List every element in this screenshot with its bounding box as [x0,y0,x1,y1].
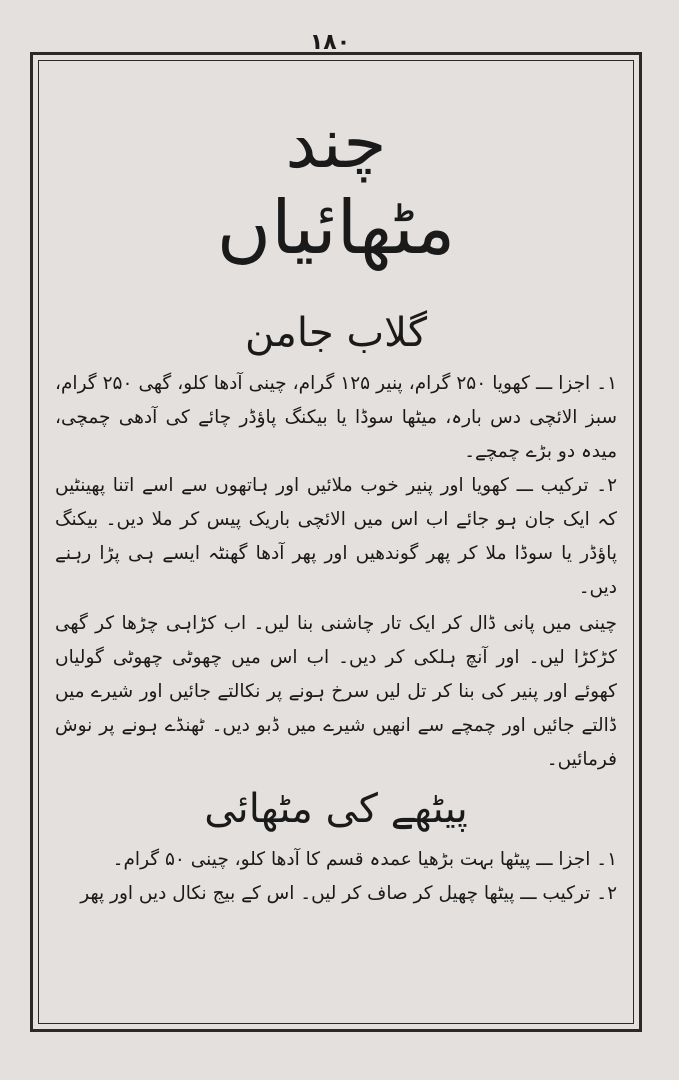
recipe-method: ۲۔ ترکیب ـــ پیٹھا چھیل کر صاف کر لیں۔ اس کے بیج نکال دیں اور پھر [80,883,617,905]
page-frame [30,52,642,1032]
recipe-ingredients: ۱۔ اجزا ـــ پیٹھا بہت بڑھیا عمدہ قسم کا آدھا کلو، چینی ۵۰ گرام۔ [112,849,617,871]
recipe-heading-petha: پیٹھے کی مٹھائی [204,786,468,833]
recipe-method: ۲۔ ترکیب ـــ کھویا اور پنیر خوب ملائیں اور ہاتھوں سے اسے اتنا پھینٹیں کہ ایک جان ہو جائے اب اس میں الائچی باریک پیس کر ملا دیں۔ بیکنگ پاؤڈر یا سوڈا ملا کر پھر گوندھیں اور پھر آدھا گھنٹہ ایسے ہی پڑا رہنے دیں۔ [55,475,617,599]
recipe-method-continued: چینی میں پانی ڈال کر ایک تار چاشنی بنا لیں۔ اب کڑاہی چڑھا کر گھی کڑکڑا لیں۔ اور آنچ ہلکی کر دیں۔ اب اس میں چھوٹی چھوٹی گولیاں کھوئے اور پنیر کی بنا کر تل لیں سرخ ہونے پر نکالتے جائیں اور شیرے میں ڈالتے جائیں اور چمچے سے انھیں شیرے میں ڈبو دیں۔ ٹھنڈے ہونے پر نوش فرمائیں۔ [55,613,617,771]
page-content [55,65,617,1019]
recipe-ingredients: ۱۔ اجزا ـــ کھویا ۲۵۰ گرام، پنیر ۱۲۵ گرام، چینی آدھا کلو، گھی ۲۵۰ گرام، سبز الائچی دس بارہ، میٹھا سوڈا یا بیکنگ پاؤڈر چائے کی آدھی چمچی، میدہ دو بڑے چمچے۔ [55,373,617,463]
page-title-line2: مٹھائیاں [216,185,456,271]
page-title-line1: چند [285,102,387,184]
recipe-heading-gulab-jamun: گلاب جامن [244,310,428,357]
page-number: ۱۸۰ [309,30,351,55]
